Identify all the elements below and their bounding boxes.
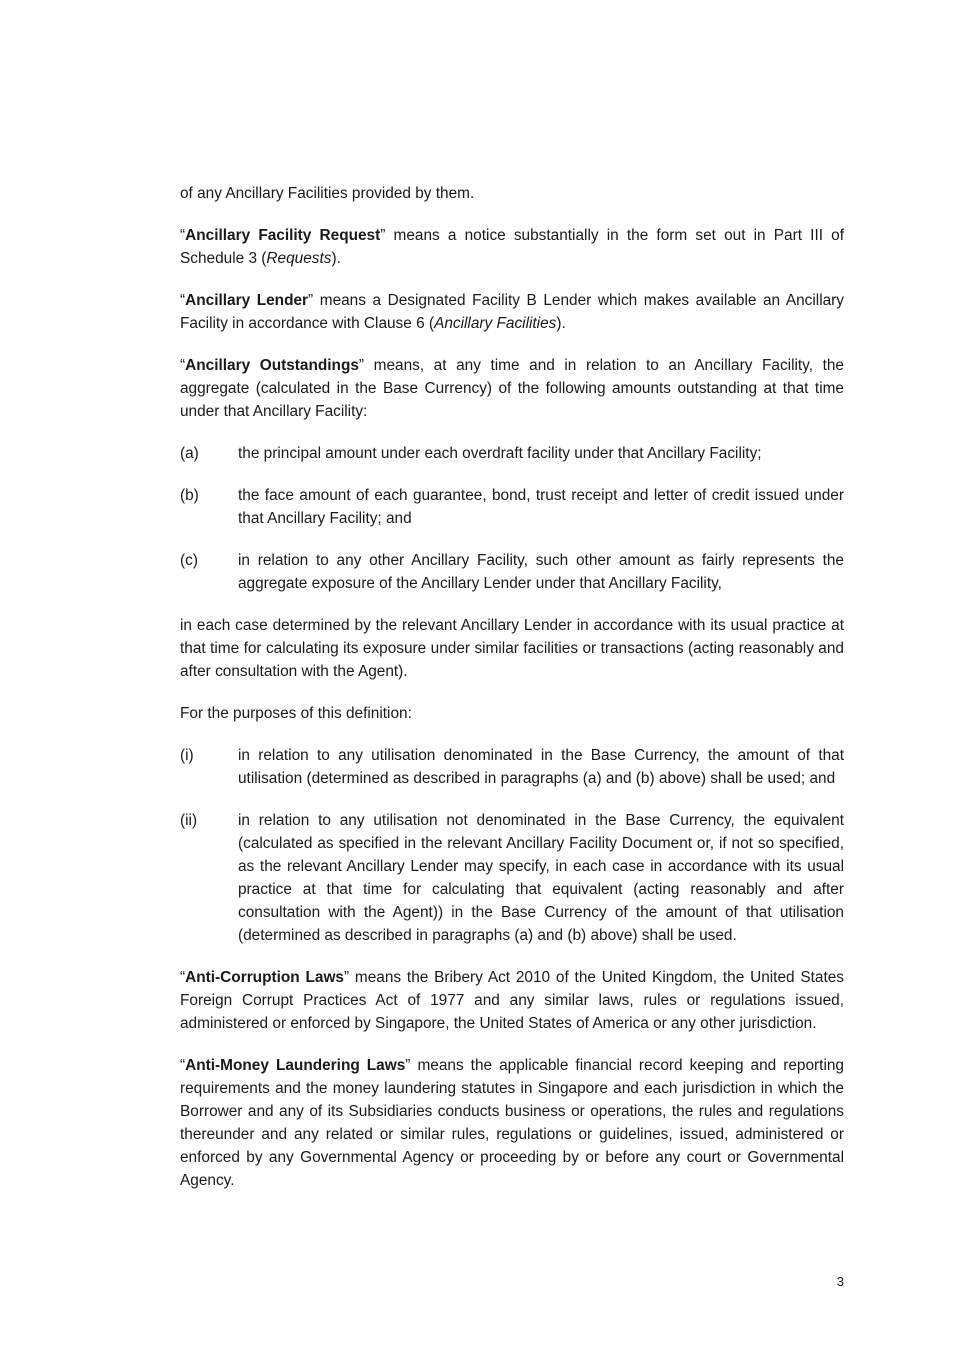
list-item-label: (i) bbox=[180, 747, 194, 764]
text-run: ” means a notice substantially in the form set out in Part III of Schedule 3 ( bbox=[180, 227, 844, 267]
text-run: ” means a Designated Facility B Lender which makes available an Ancillary Facility in accordance with Clause 6 ( bbox=[180, 292, 844, 332]
paragraph bbox=[180, 1054, 844, 1192]
text-run: ). bbox=[556, 315, 566, 332]
list-item-label: (ii) bbox=[180, 812, 198, 829]
list-item-label: (c) bbox=[180, 552, 198, 569]
list-item bbox=[180, 809, 844, 947]
list-item bbox=[180, 442, 844, 465]
paragraph bbox=[180, 702, 844, 725]
list-item bbox=[180, 549, 844, 595]
text-run: Requests bbox=[266, 250, 332, 267]
text-run: “ bbox=[180, 969, 186, 986]
text-run: in relation to any utilisation not denominated in the Base Currency, the equivalent (calculated as specified in the relevant Ancillary Facility Document or, if not so specified, as the relevant Ancillary Lender may specify, in each case in accordance with its usual practice at that time for calculating that equivalent (acting reasonably and after consultation with the Agent)) in the Base Currency of the amount of that utilisation (determined as described in paragraphs (a) and (b) above) shall be used. bbox=[238, 812, 844, 944]
page-number: 3 bbox=[836, 1274, 844, 1289]
text-run: the principal amount under each overdraft facility under that Ancillary Facility; bbox=[238, 445, 762, 462]
text-run: “ bbox=[180, 292, 186, 309]
list-item-label: (a) bbox=[180, 445, 199, 462]
text-run: Anti-Corruption Laws bbox=[185, 969, 344, 986]
paragraph bbox=[180, 182, 844, 205]
text-run: Ancillary Outstandings bbox=[185, 357, 359, 374]
list-item bbox=[180, 484, 844, 530]
list-item-label: (b) bbox=[180, 487, 199, 504]
text-run: “ bbox=[180, 357, 186, 374]
text-run: the face amount of each guarantee, bond, trust receipt and letter of credit issued under that Ancillary Facility; and bbox=[238, 487, 844, 527]
text-run: ” means the Bribery Act 2010 of the United Kingdom, the United States Foreign Corrupt Practices Act of 1977 and any similar laws, rules or regulations issued, administered or enforced by Singapore, the United States of America or any other jurisdiction. bbox=[180, 969, 845, 1032]
list-item bbox=[180, 744, 844, 790]
paragraph bbox=[180, 289, 844, 335]
text-run: Ancillary Lender bbox=[185, 292, 309, 309]
text-run: ” means the applicable financial record keeping and reporting requirements and the money laundering statutes in Singapore and each jurisdiction in which the Borrower and any of its Subsidiaries conducts business or operations, the rules and regulations thereunder and any related or similar rules, regulations or guidelines, issued, administered or enforced by any Governmental Agency or proceeding by or before any court or Governmental Agency. bbox=[180, 1057, 844, 1189]
text-run: of any Ancillary Facilities provided by them. bbox=[180, 185, 475, 202]
paragraph bbox=[180, 966, 844, 1035]
text-run: ). bbox=[331, 250, 341, 267]
document-body bbox=[180, 182, 844, 1211]
paragraph bbox=[180, 354, 844, 423]
text-run: For the purposes of this definition: bbox=[180, 705, 412, 722]
text-run: “ bbox=[180, 227, 186, 244]
paragraph bbox=[180, 224, 844, 270]
text-run: in relation to any other Ancillary Facility, such other amount as fairly represents the aggregate exposure of the Ancillary Lender under that Ancillary Facility, bbox=[238, 552, 844, 592]
text-run: ” means, at any time and in relation to an Ancillary Facility, the aggregate (calculated in the Base Currency) of the following amounts outstanding at that time under that Ancillary Facility: bbox=[180, 357, 844, 420]
text-run: in relation to any utilisation denominated in the Base Currency, the amount of that utilisation (determined as described in paragraphs (a) and (b) above) shall be used; and bbox=[238, 747, 844, 787]
text-run: Ancillary Facility Request bbox=[185, 227, 381, 244]
text-run: Anti-Money Laundering Laws bbox=[185, 1057, 406, 1074]
text-run: “ bbox=[180, 1057, 186, 1074]
paragraph bbox=[180, 614, 844, 683]
text-run: Ancillary Facilities bbox=[434, 315, 557, 332]
text-run: in each case determined by the relevant Ancillary Lender in accordance with its usual practice at that time for calculating its exposure under similar facilities or transactions (acting reasonably and after consultation with the Agent). bbox=[180, 617, 844, 680]
